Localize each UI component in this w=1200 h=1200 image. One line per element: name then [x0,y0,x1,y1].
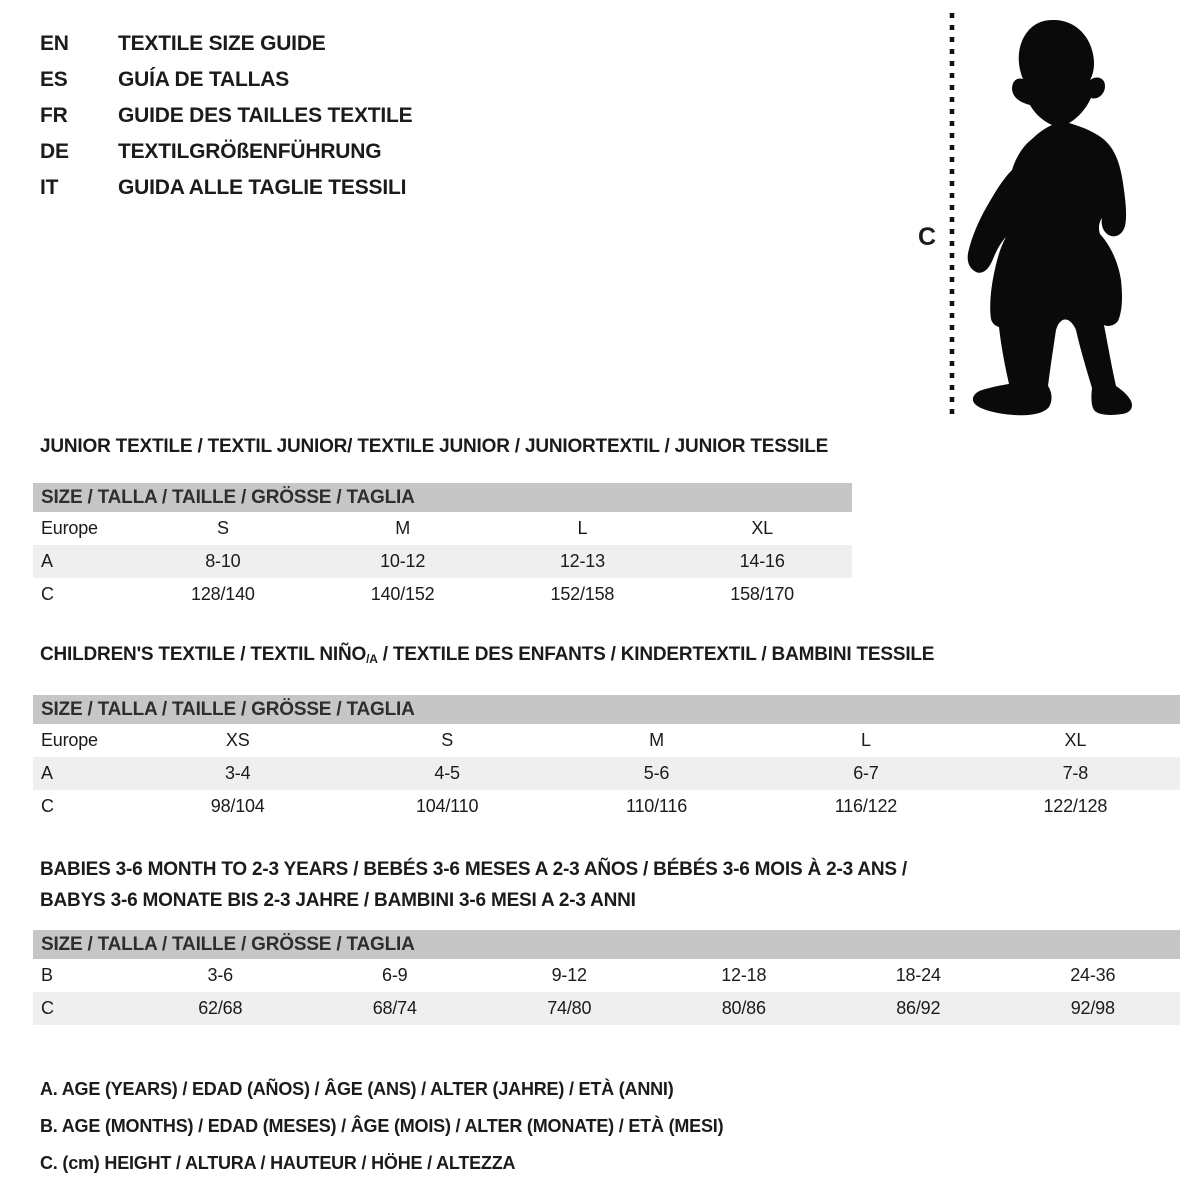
children-section-title [33,644,1180,670]
title-post: / TEXTILE DES ENFANTS / KINDERTEXTIL / BAMBINI TESSILE [377,644,935,665]
lang-title: GUIDA ALLE TAGLIE TESSILI [118,176,407,199]
age-cell: 9-12 [551,965,587,985]
table-row-europe [33,512,852,545]
lang-code: FR [40,104,68,127]
height-cell: 98/104 [210,796,265,816]
table-row-height [33,790,1180,823]
age-cell: 3-4 [224,763,251,783]
height-cell: 92/98 [1070,998,1115,1018]
height-cell: 152/158 [550,584,615,604]
size-cell: L [577,518,588,538]
size-cell: M [395,518,411,538]
age-cell: 12-13 [559,551,605,571]
height-cell: 74/80 [547,998,592,1018]
legend-line-a: A. AGE (YEARS) / EDAD (AÑOS) / ÂGE (ANS) / ALTER (JAHRE) / ETÀ (ANNI) [40,1079,674,1099]
size-header-text: SIZE / TALLA / TAILLE / GRÖSSE / TAGLIA [41,934,415,955]
section-junior-textile [33,436,852,611]
junior-section-title: JUNIOR TEXTILE / TEXTIL JUNIOR/ TEXTILE JUNIOR / JUNIORTEXTIL / JUNIOR TESSILE [40,436,829,457]
age-cell: 14-16 [739,551,785,571]
row-label: B [41,965,53,985]
babies-size-header-band [33,930,1180,959]
row-label: A [41,551,53,571]
age-cell: 4-5 [434,763,460,783]
age-cell: 6-7 [853,763,879,783]
table-row-age-months [33,959,1180,992]
height-cell: 122/128 [1043,796,1108,816]
age-cell: 24-36 [1070,965,1116,985]
lang-row-fr [40,98,412,134]
lang-code: IT [40,176,59,199]
height-cell: 68/74 [372,998,417,1018]
age-cell: 8-10 [205,551,241,571]
size-cell: S [216,518,229,538]
height-measure-label: C [918,223,937,251]
lang-row-en [40,26,412,62]
toddler-silhouette-icon [968,20,1132,415]
row-label: A [41,763,53,783]
age-cell: 5-6 [643,763,670,783]
height-cell: 62/68 [198,998,243,1018]
lang-row-it [40,170,412,206]
section-babies-textile [33,854,1180,1025]
lang-code: DE [40,140,69,163]
row-label: C [41,998,54,1018]
table-row-height [33,992,1180,1025]
lang-code: EN [40,32,69,55]
size-cell: S [441,730,454,750]
babies-title-line-1: BABIES 3-6 MONTH TO 2-3 YEARS / BEBÉS 3-6 MESES A 2-3 AÑOS / BÉBÉS 3-6 MOIS À 2-3 ANS / [40,859,908,880]
lang-title: GUIDE DES TAILLES TEXTILE [118,104,413,127]
lang-code: ES [40,68,68,91]
height-cell: 128/140 [191,584,255,604]
table-row-age [33,545,852,578]
age-cell: 7-8 [1062,763,1089,783]
lang-title: TEXTILE SIZE GUIDE [118,32,326,55]
children-size-header-band [33,695,1180,724]
title-subscript: /A [366,652,378,666]
row-label: C [41,796,54,816]
height-cell: 140/152 [370,584,435,604]
lang-row-de [40,134,412,170]
table-row-height [33,578,852,611]
height-cell: 116/122 [834,796,898,816]
height-cell: 86/92 [896,998,941,1018]
height-cell: 104/110 [415,796,479,816]
row-label: C [41,584,54,604]
age-cell: 3-6 [207,965,233,985]
size-header-text: SIZE / TALLA / TAILLE / GRÖSSE / TAGLIA [41,699,415,720]
row-label: Europe [41,730,98,750]
lang-row-es [40,62,412,98]
size-cell: XS [225,730,250,750]
legend-line-b: B. AGE (MONTHS) / EDAD (MESES) / ÂGE (MOIS) / ALTER (MONATE) / ETÀ (MESI) [40,1116,724,1136]
junior-size-header-band [33,483,852,512]
age-cell: 6-9 [382,965,408,985]
lang-title: TEXTILGRÖßENFÜHRUNG [118,140,382,163]
toddler-figure [880,5,1160,425]
age-cell: 12-18 [721,965,767,985]
table-row-europe [33,724,1180,757]
title-pre: CHILDREN'S TEXTILE / TEXTIL NIÑO [40,644,367,665]
size-cell: L [861,730,871,750]
babies-section-title [33,854,1180,916]
legend-line-c: C. (cm) HEIGHT / ALTURA / HAUTEUR / HÖHE / ALTEZZA [40,1153,516,1173]
babies-title-line-2: BABYS 3-6 MONATE BIS 2-3 JAHRE / BAMBINI 3-6 MESI A 2-3 ANNI [40,890,636,911]
size-cell: M [649,730,664,750]
table-row-age [33,757,1180,790]
section-childrens-textile [33,644,1180,823]
size-cell: XL [1064,730,1087,750]
age-cell: 10-12 [380,551,426,571]
height-cell: 158/170 [730,584,794,604]
height-cell: 80/86 [721,998,766,1018]
size-cell: XL [751,518,773,538]
measurement-legend [40,1071,723,1182]
lang-title: GUÍA DE TALLAS [118,68,290,91]
height-cell: 110/116 [626,796,688,816]
language-title-list [40,26,412,206]
row-label: Europe [41,518,98,538]
size-header-text: SIZE / TALLA / TAILLE / GRÖSSE / TAGLIA [41,487,415,508]
age-cell: 18-24 [895,965,941,985]
